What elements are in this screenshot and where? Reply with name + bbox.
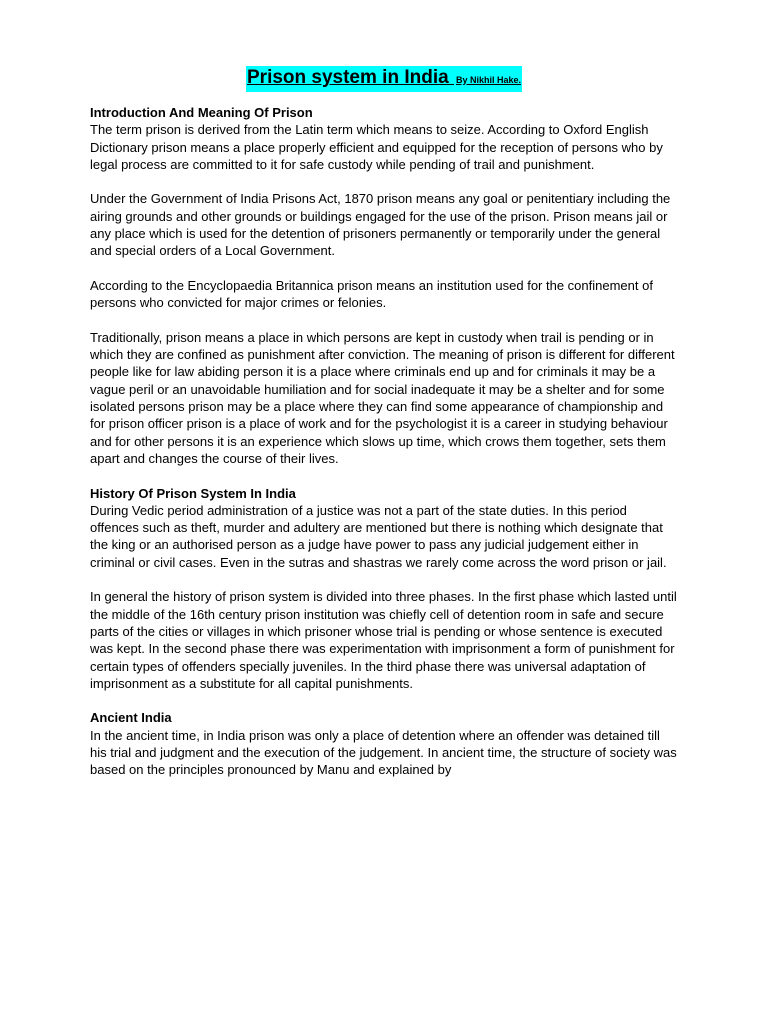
paragraph: In general the history of prison system is divided into three phases. In the first phase which lasted until the middle of the 16th century prison institution was chiefly cell of detention room in safe and secure parts of the cities or villages in which prisoner whose trial is pending or whose sentence is executed was kept. In the second phase there was experimentation with imprisonment a form of punishment for certain types of offenders specially juveniles. In the third phase there was universal adaptation of imprisonment as a substitute for all capital punishments. xyxy=(90,589,677,691)
paragraph: During Vedic period administration of a justice was not a part of the state duties. In this period offences such as theft, murder and adultery are mentioned but there is nothing which designate that the king or an authorised person as a judge have power to pass any judicial judgement either in criminal or civil cases. Even in the sutras and shastras we rarely come across the word prison or jail. xyxy=(90,502,667,570)
section-heading: Ancient India xyxy=(90,710,172,726)
paragraph: Under the Government of India Prisons Act, 1870 prison means any goal or penitentiary including the airing grounds and other grounds or buildings engaged for the use of the prison. Prison means jail or any place which is used for the detention of prisoners permanently or temporarily under the general and special orders of a Local Government. xyxy=(90,191,671,259)
title-highlight xyxy=(246,66,522,92)
paragraph: Traditionally, prison means a place in which persons are kept in custody when trail is pending or in which they are confined as punishment after conviction. The meaning of prison is different for different people like for law abiding person it is a place where criminals end up and for criminals it may be a vague peril or an unavoidable humiliation and for social inadequate it may be a shelter and for some isolated persons prison may be a place where they can find some appearance of championship and for prison officer prison is a place of work and for the psychologist it is a career in studying behaviour and for other persons it is an experience which slows up time, which crows them together, sets them apart and changes the course of their lives. xyxy=(90,329,675,466)
paragraph: The term prison is derived from the Latin term which means to seize. According to Oxford English Dictionary prison means a place properly efficient and equipped for the reception of persons who by legal process are committed to it for safe custody while pending of trail and punishment. xyxy=(90,122,663,172)
paragraph: According to the Encyclopaedia Britannica prison means an institution used for the confinement of persons who convicted for major crimes or felonies. xyxy=(90,277,653,311)
section-heading: History Of Prison System In India xyxy=(90,485,296,501)
section-ancient-india xyxy=(90,709,678,778)
section-heading: Introduction And Meaning Of Prison xyxy=(90,105,313,120)
byline: By Nikhil Hake. xyxy=(455,75,521,85)
section-history xyxy=(90,485,678,693)
title-block xyxy=(90,66,678,92)
page-title: Prison system in India xyxy=(247,67,454,88)
paragraph: In the ancient time, in India prison was only a place of detention where an offender was detained till his trial and judgment and the execution of the judgement. In ancient time, the structure of society was based on the principles pronounced by Manu and explained by xyxy=(90,727,677,778)
section-introduction xyxy=(90,104,678,467)
